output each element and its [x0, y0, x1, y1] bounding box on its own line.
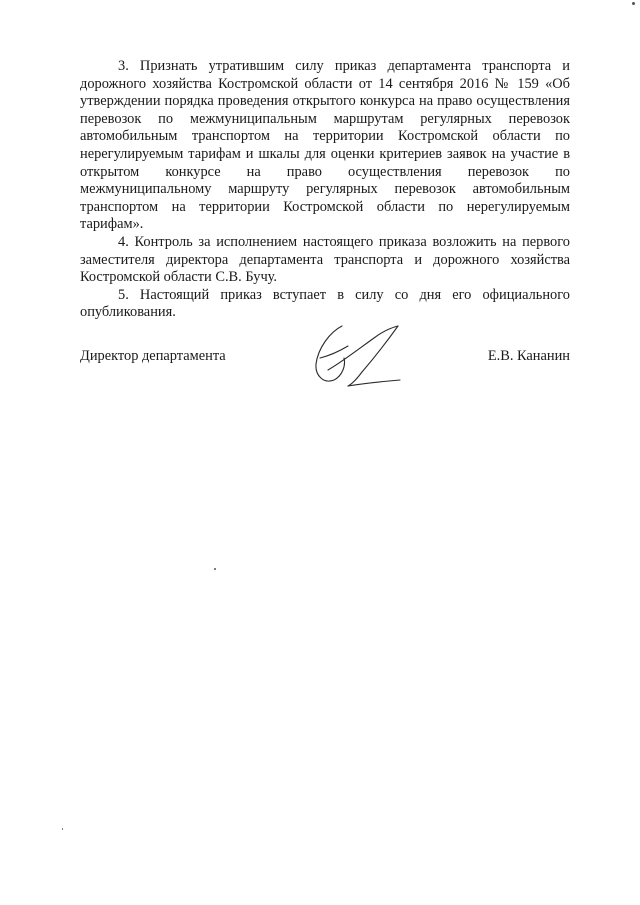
signatory-title: Директор департамента	[80, 348, 226, 364]
paragraph-3: 3. Признать утратившим силу приказ департамента транспорта и дорожного хозяйства Костромской области от 14 сентября 2016 № 159 «Об утверждении порядка проведения открытого конкурса на право осуществления перевозок по межмуниципальным маршрутам регулярных перевозок автомобильным транспортом на территории Костромской области по нерегулируемым тарифам и шкалы для оценки критериев заявок на участие в открытом конкурсе на право осуществления перевозок по межмуниципальному маршруту регулярных перевозок автомобильным транспортом на территории Костромской области по нерегулируемым тарифам».	[80, 58, 570, 233]
signatory-name: Е.В. Кананин	[487, 348, 570, 364]
scan-speck	[214, 568, 216, 570]
paragraph-4: 4. Контроль за исполнением настоящего приказа возложить на первого заместителя директора департамента транспорта и дорожного хозяйства Костромской области С.В. Бучу.	[80, 233, 570, 286]
scan-speck	[632, 2, 635, 5]
scan-speck	[62, 828, 63, 830]
document-body	[80, 58, 570, 322]
paragraph-5: 5. Настоящий приказ вступает в силу со дня его официального опубликования.	[80, 286, 570, 321]
handwritten-signature	[308, 318, 406, 390]
